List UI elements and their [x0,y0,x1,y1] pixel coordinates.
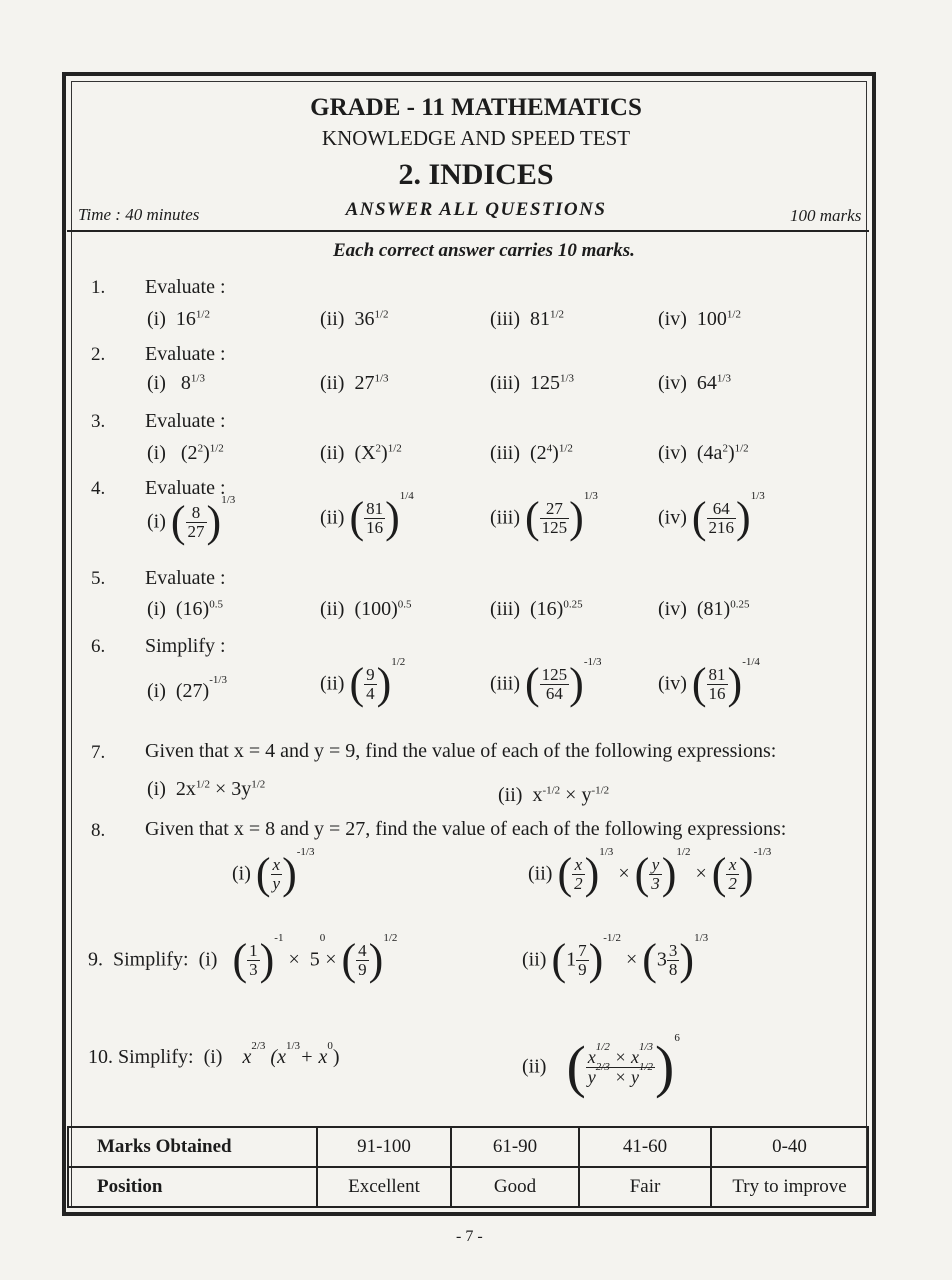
q2-label: Evaluate : [145,343,226,365]
position-2: Good [451,1167,579,1207]
q1-part-c: (iii) $81^{1/2}$ [490,308,565,330]
q2-part-d: (iv) $64^{1/3}$ [658,372,731,394]
header-divider [67,230,869,232]
q6-number: 6. [91,636,106,657]
q3-part-b: (ii) $(X^2)^{1/2}$ [320,442,402,464]
q8-part-b: (ii) ( $\frac{x}{2}$ )$^{1/3}$ × ( $\frac{y}{3}$ )$^{1/2}$ × ( $\frac{x}{2}$ )$^{-1/3}$ [528,846,772,898]
instruction: ANSWER ALL QUESTIONS [345,199,607,220]
q6-part-a: (i) $(27)^{-1/3}$ [147,674,227,702]
position-4: Try to improve [711,1167,868,1207]
marks-obtained-header: Marks Obtained [68,1127,317,1167]
marks-range-1: 91-100 [317,1127,451,1167]
marks-table [67,1126,869,1208]
total-marks: 100 marks [790,206,862,225]
q1-number: 1. [91,277,106,298]
q4-number: 4. [91,478,106,499]
q8-label: Given that x = 8 and y = 27, find the value of each of the following expressions: [145,818,787,840]
q1-part-b: (ii) $36^{1/2}$ [320,308,389,330]
q5-part-c: (iii) $(16)^{0.25}$ [490,598,583,620]
q6-part-c: (iii) ( $\frac{125}{64}$ )$^{-1/3}$ [490,656,602,708]
page-number: - 7 - [456,1228,483,1245]
q3-part-c: (iii) $(2^4)^{1/2}$ [490,442,573,464]
q7-label: Given that x = 4 and y = 9, find the value of each of the following expressions: [145,740,777,762]
q4-part-d: (iv) ( $\frac{64}{216}$ )$^{1/3}$ [658,490,765,542]
q3-label: Evaluate : [145,410,226,432]
topic-title: 2. INDICES [398,158,554,191]
q3-number: 3. [91,411,106,432]
q6-label: Simplify : [145,635,226,657]
q9-part-b: (ii) (1 $\frac{7}{9}$ )$^{-1/2}$ × (3 $\frac{3}{8}$ )$^{1/3}$ [522,932,709,984]
position-header: Position [68,1167,317,1207]
q7-number: 7. [91,742,106,763]
q2-number: 2. [91,344,106,365]
q2-part-a: (i) $8^{1/3}$ [147,372,205,394]
q5-label: Evaluate : [145,567,226,589]
q5-part-b: (ii) $(100)^{0.5}$ [320,598,412,620]
q10-part-a: 10. Simplify: (i) $x^{2/3}$ $(x^{1/3}+ x^0)$ [88,1040,340,1068]
position-1: Excellent [317,1167,451,1207]
q7-part-b: (ii) $x^{-1/2} \times y^{-1/2}$ [498,784,610,806]
q4-part-a: (i) ( $\frac{8}{27}$ )$^{1/3}$ [147,494,236,546]
test-subtitle: KNOWLEDGE AND SPEED TEST [321,126,631,150]
marks-row [68,1127,868,1167]
q2-part-b: (ii) $27^{1/3}$ [320,372,389,394]
grade-title: GRADE - 11 MATHEMATICS [310,94,642,121]
q7-part-a: (i) $2x^{1/2} \times 3y^{1/2}$ [147,778,266,800]
position-row [68,1167,868,1207]
q5-number: 5. [91,568,106,589]
q5-part-d: (iv) $(81)^{0.25}$ [658,598,750,620]
q1-part-a: (i) $16^{1/2}$ [147,308,210,330]
marks-range-2: 61-90 [451,1127,579,1167]
q9-part-a: 9. Simplify: (i) ( $\frac{1}{3}$ )$^{-1} \times 5^0\times$ ( $\frac{4}{9}$ )$^{1/2}$ [88,932,398,984]
q4-part-c: (iii) ( $\frac{27}{125}$ )$^{1/3}$ [490,490,598,542]
q3-part-a: (i) $(2^2)^{1/2}$ [147,442,224,464]
marks-note: Each correct answer carries 10 marks. [333,240,635,261]
time-label: Time : 40 minutes [78,205,200,224]
position-3: Fair [579,1167,711,1207]
q6-part-d: (iv) ( $\frac{81}{16}$ )$^{-1/4}$ [658,656,760,708]
q8-number: 8. [91,820,106,841]
marks-range-3: 41-60 [579,1127,711,1167]
q3-part-d: (iv) $(4a^2)^{1/2}$ [658,442,749,464]
marks-range-4: 0-40 [711,1127,868,1167]
q2-part-c: (iii) $125^{1/3}$ [490,372,575,394]
q5-part-a: (i) $(16)^{0.5}$ [147,598,223,620]
q4-part-b: (ii) ( $\frac{81}{16}$ )$^{1/4}$ [320,490,414,542]
q1-part-d: (iv) $100^{1/2}$ [658,308,741,330]
q8-part-a: (i) ( $\frac{x}{y}$ )$^{-1/3}$ [232,846,315,898]
q6-part-b: (ii) ( $\frac{9}{4}$ )$^{1/2}$ [320,656,406,708]
q10-part-b: (ii) ( $\frac{x^{1/2} \times x^{1/3}}{y^{2/3} \times y^{1/2}}$ )$^6$ [522,1032,680,1099]
q4-label: Evaluate : [145,477,226,499]
q1-label: Evaluate : [145,276,226,298]
